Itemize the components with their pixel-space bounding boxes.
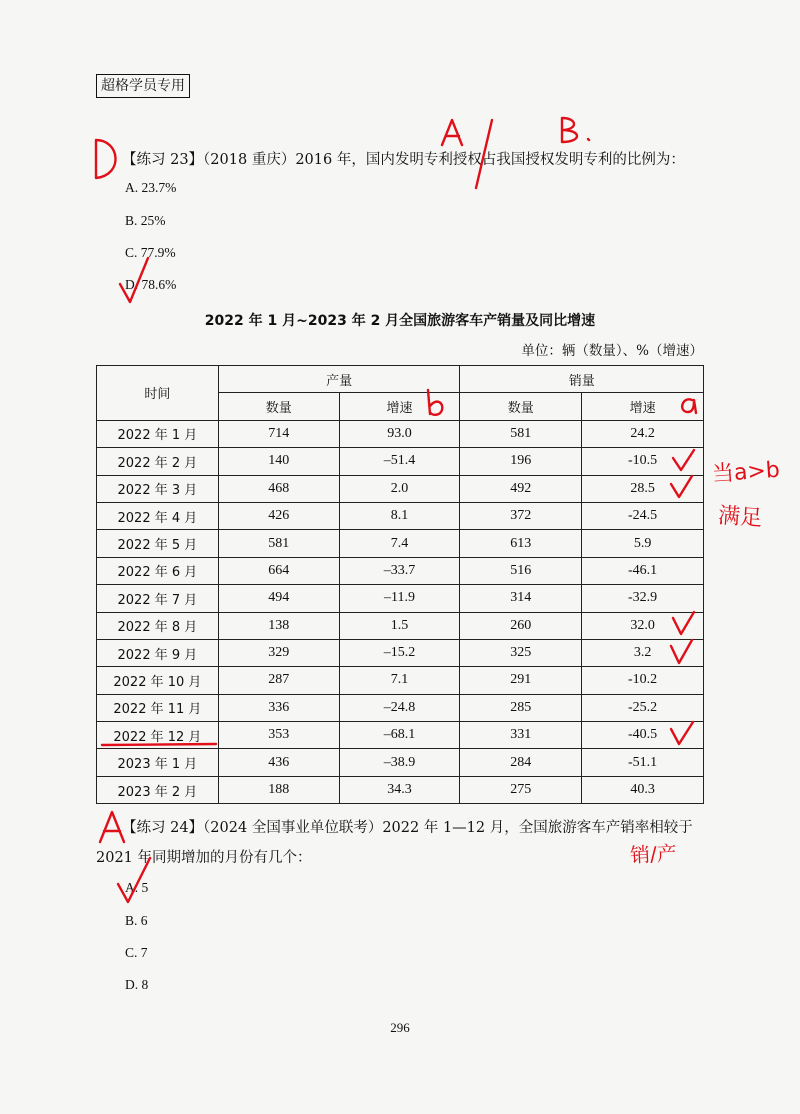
cell-month: 2022 年 12 月 xyxy=(97,722,219,749)
cell-production-qty: 353 xyxy=(218,722,339,749)
q23-option-a: A. 23.7% xyxy=(125,180,177,195)
table-row xyxy=(97,475,704,502)
cell-sales-growth: 24.2 xyxy=(582,420,704,447)
header-time: 时间 xyxy=(97,366,219,421)
cell-sales-qty: 275 xyxy=(460,776,582,803)
cell-sales-qty: 196 xyxy=(460,448,582,475)
cell-month: 2022 年 6 月 xyxy=(97,557,219,584)
cell-sales-qty: 613 xyxy=(460,530,582,557)
q24-option-c: C. 7 xyxy=(125,945,148,960)
table-row xyxy=(97,612,704,639)
cell-production-qty: 581 xyxy=(218,530,339,557)
q23-b-label-mark xyxy=(562,118,589,142)
cell-production-growth: 2.0 xyxy=(339,475,460,502)
q24-note-sales-over-production: 销/产 xyxy=(629,840,678,868)
table-row xyxy=(97,667,704,694)
q23-option-b: B. 25% xyxy=(125,213,166,228)
cell-production-qty: 436 xyxy=(218,749,339,776)
cell-month: 2022 年 3 月 xyxy=(97,475,219,502)
cell-sales-qty: 284 xyxy=(460,749,582,776)
q23-a-label-mark xyxy=(442,120,462,145)
cell-production-qty: 336 xyxy=(218,694,339,721)
cell-sales-growth: -24.5 xyxy=(582,502,704,529)
cell-production-growth: 8.1 xyxy=(339,502,460,529)
cell-production-qty: 714 xyxy=(218,420,339,447)
table-row xyxy=(97,420,704,447)
table-row xyxy=(97,776,704,803)
header-production-qty: 数量 xyxy=(218,393,339,420)
cell-production-growth: –33.7 xyxy=(339,557,460,584)
cell-production-qty: 468 xyxy=(218,475,339,502)
cell-month: 2022 年 8 月 xyxy=(97,612,219,639)
cell-production-qty: 140 xyxy=(218,448,339,475)
student-only-badge: 超格学员专用 xyxy=(96,74,190,98)
cell-production-growth: –24.8 xyxy=(339,694,460,721)
q24-option-b: B. 6 xyxy=(125,913,148,928)
q24-option-a: A. 5 xyxy=(125,880,149,895)
cell-sales-growth: 5.9 xyxy=(582,530,704,557)
cell-month: 2022 年 1 月 xyxy=(97,420,219,447)
cell-production-growth: 7.4 xyxy=(339,530,460,557)
cell-sales-growth: -32.9 xyxy=(582,585,704,612)
q23-answer-d-mark xyxy=(96,140,116,178)
cell-sales-growth: -25.2 xyxy=(582,694,704,721)
cell-sales-growth: 28.5 xyxy=(582,475,704,502)
cell-production-qty: 138 xyxy=(218,612,339,639)
cell-production-growth: 1.5 xyxy=(339,612,460,639)
table-row xyxy=(97,639,704,666)
cell-production-qty: 494 xyxy=(218,585,339,612)
cell-month: 2022 年 10 月 xyxy=(97,667,219,694)
cell-production-qty: 664 xyxy=(218,557,339,584)
cell-sales-qty: 314 xyxy=(460,585,582,612)
q23-option-c: C. 77.9% xyxy=(125,245,176,260)
cell-month: 2022 年 11 月 xyxy=(97,694,219,721)
cell-sales-growth: 32.0 xyxy=(582,612,704,639)
cell-production-qty: 188 xyxy=(218,776,339,803)
table-row xyxy=(97,557,704,584)
cell-production-growth: –51.4 xyxy=(339,448,460,475)
cell-sales-growth: -10.2 xyxy=(582,667,704,694)
cell-sales-qty: 372 xyxy=(460,502,582,529)
header-sales-growth: 增速 xyxy=(582,393,704,420)
table-row xyxy=(97,448,704,475)
cell-production-growth: –38.9 xyxy=(339,749,460,776)
condition-note-line2: 满足 xyxy=(717,503,763,532)
cell-production-growth: 93.0 xyxy=(339,420,460,447)
cell-production-qty: 426 xyxy=(218,502,339,529)
q23-option-d: D. 78.6% xyxy=(125,277,177,292)
table-title: 2022 年 1 月~2023 年 2 月全国旅游客车产销量及同比增速 xyxy=(204,313,596,329)
cell-sales-growth: 40.3 xyxy=(582,776,704,803)
cell-sales-growth: -10.5 xyxy=(582,448,704,475)
cell-month: 2023 年 1 月 xyxy=(97,749,219,776)
cell-sales-growth: -51.1 xyxy=(582,749,704,776)
cell-sales-qty: 516 xyxy=(460,557,582,584)
cell-production-growth: –68.1 xyxy=(339,722,460,749)
header-sales-qty: 数量 xyxy=(460,393,582,420)
cell-production-growth: –15.2 xyxy=(339,639,460,666)
cell-sales-qty: 291 xyxy=(460,667,582,694)
header-production: 产量 xyxy=(218,366,460,393)
cell-month: 2022 年 7 月 xyxy=(97,585,219,612)
cell-production-growth: –11.9 xyxy=(339,585,460,612)
cell-sales-growth: 3.2 xyxy=(582,639,704,666)
cell-sales-qty: 285 xyxy=(460,694,582,721)
table-row xyxy=(97,749,704,776)
cell-month: 2022 年 2 月 xyxy=(97,448,219,475)
cell-month: 2023 年 2 月 xyxy=(97,776,219,803)
sales-production-table xyxy=(96,365,704,804)
cell-sales-qty: 581 xyxy=(460,420,582,447)
table-row xyxy=(97,502,704,529)
q24-option-d: D. 8 xyxy=(125,977,149,992)
cell-sales-qty: 325 xyxy=(460,639,582,666)
question-24-line1: 【练习 24】（2024 全国事业单位联考）2022 年 1—12 月，全国旅游客车产销率相较于 xyxy=(122,820,693,836)
question-24-line2: 2021 年同期增加的月份有几个： xyxy=(96,850,312,866)
q24-answer-a-mark xyxy=(100,812,124,842)
table-row xyxy=(97,722,704,749)
header-production-growth: 增速 xyxy=(339,393,460,420)
cell-month: 2022 年 9 月 xyxy=(97,639,219,666)
table-row xyxy=(97,530,704,557)
cell-month: 2022 年 4 月 xyxy=(97,502,219,529)
cell-sales-qty: 331 xyxy=(460,722,582,749)
cell-production-qty: 287 xyxy=(218,667,339,694)
table-row xyxy=(97,694,704,721)
cell-production-growth: 7.1 xyxy=(339,667,460,694)
table-unit: 单位：辆（数量）、%（增速） xyxy=(521,343,703,359)
header-sales: 销量 xyxy=(460,366,704,393)
cell-sales-growth: -46.1 xyxy=(582,557,704,584)
cell-sales-qty: 492 xyxy=(460,475,582,502)
cell-sales-qty: 260 xyxy=(460,612,582,639)
cell-production-qty: 329 xyxy=(218,639,339,666)
cell-sales-growth: -40.5 xyxy=(582,722,704,749)
table-row xyxy=(97,585,704,612)
page-number: 296 xyxy=(390,1020,410,1035)
cell-production-growth: 34.3 xyxy=(339,776,460,803)
cell-month: 2022 年 5 月 xyxy=(97,530,219,557)
condition-note-line1: 当a>b xyxy=(711,457,781,488)
question-23-text: 【练习 23】（2018 重庆）2016 年，国内发明专利授权占我国授权发明专利的比例为： xyxy=(122,152,685,168)
